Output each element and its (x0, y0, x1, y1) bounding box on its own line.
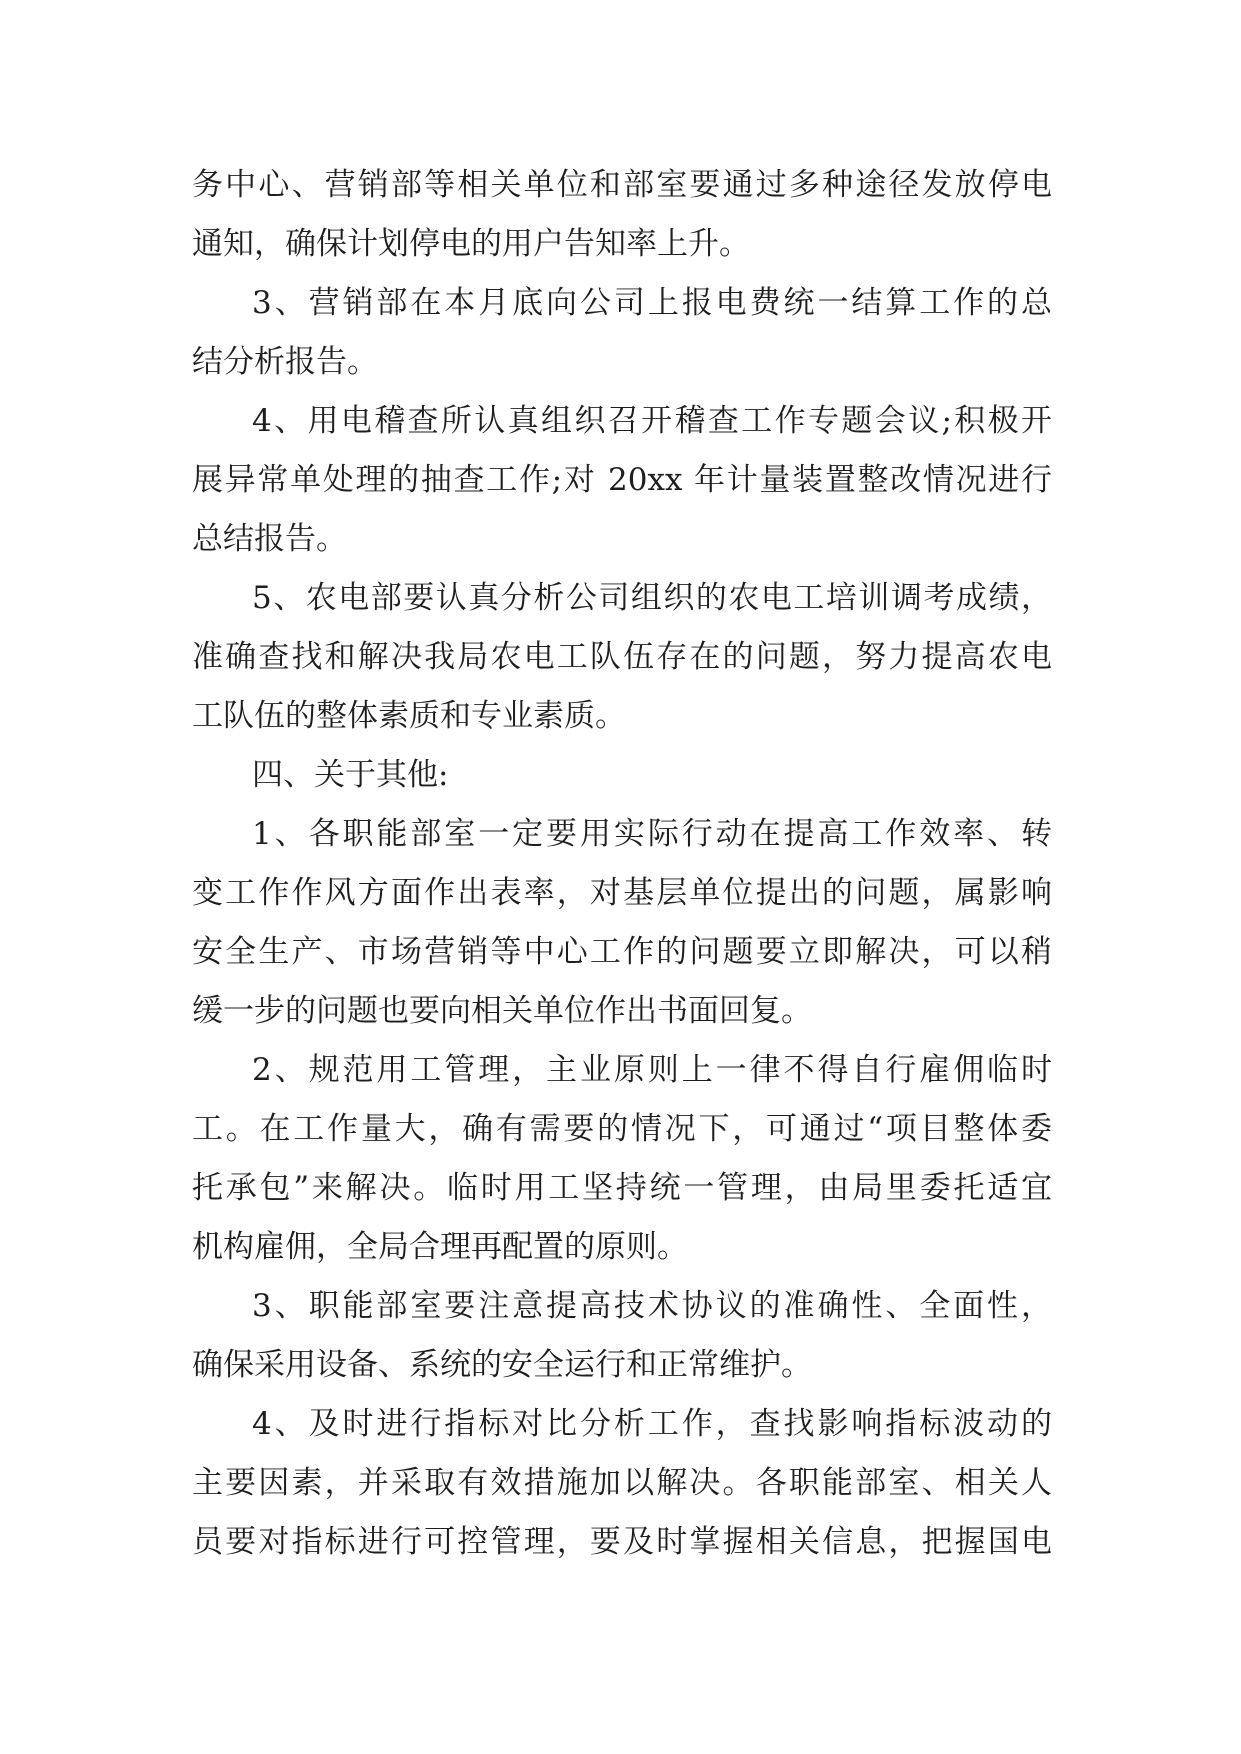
text-line: 4、及时进行指标对比分析工作，查找影响指标波动的 (252, 1406, 1052, 1442)
document-body (192, 156, 1052, 1572)
text-line: 工。在工作量大，确有需要的情况下，可通过“项目整体委 (192, 1111, 1052, 1147)
text-line: 2、规范用工管理，主业原则上一律不得自行雇佣临时 (252, 1052, 1052, 1088)
text-line: 结分析报告。 (192, 344, 378, 380)
text-line: 四、关于其他: (252, 757, 449, 793)
text-line: 缓一步的问题也要向相关单位作出书面回复。 (192, 993, 812, 1029)
text-line: 务中心、营销部等相关单位和部室要通过多种途径发放停电 (192, 167, 1052, 203)
text-line: 通知，确保计划停电的用户告知率上升。 (192, 226, 750, 262)
text-line: 托承包”来解决。临时用工坚持统一管理，由局里委托适宜 (192, 1170, 1052, 1206)
text-line: 员要对指标进行可控管理，要及时掌握相关信息，把握国电 (192, 1524, 1052, 1560)
text-line: 确保采用设备、系统的安全运行和正常维护。 (192, 1347, 812, 1383)
text-line: 主要因素，并采取有效措施加以解决。各职能部室、相关人 (192, 1465, 1052, 1501)
text-line: 机构雇佣，全局合理再配置的原则。 (192, 1229, 688, 1265)
text-line: 展异常单处理的抽查工作;对 20xx 年计量装置整改情况进行 (192, 462, 1052, 498)
text-line: 3、营销部在本月底向公司上报电费统一结算工作的总 (252, 285, 1052, 321)
text-line: 变工作作风方面作出表率，对基层单位提出的问题，属影响 (192, 875, 1052, 911)
text-line: 准确查找和解决我局农电工队伍存在的问题，努力提高农电 (192, 639, 1052, 675)
text-line: 5、农电部要认真分析公司组织的农电工培训调考成绩， (252, 580, 1052, 616)
text-line: 工队伍的整体素质和专业素质。 (192, 698, 626, 734)
text-line: 1、各职能部室一定要用实际行动在提高工作效率、转 (252, 816, 1052, 852)
text-line: 4、用电稽查所认真组织召开稽查工作专题会议;积极开 (252, 403, 1052, 439)
text-line: 安全生产、市场营销等中心工作的问题要立即解决，可以稍 (192, 934, 1052, 970)
text-line: 3、职能部室要注意提高技术协议的准确性、全面性， (252, 1288, 1052, 1324)
text-line: 总结报告。 (192, 521, 347, 557)
